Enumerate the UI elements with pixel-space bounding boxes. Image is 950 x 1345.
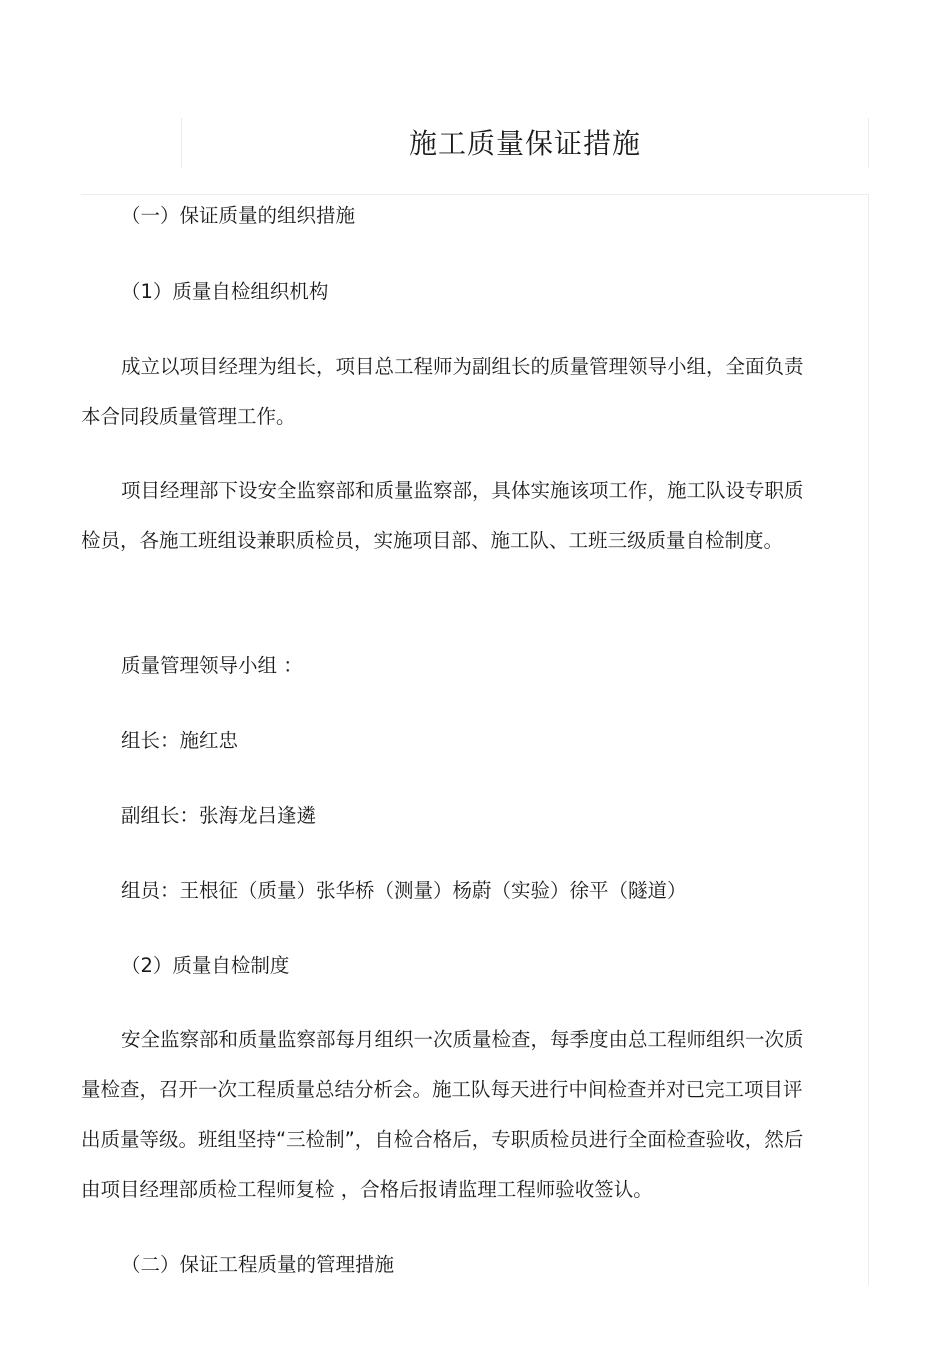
paragraph-inspection-procedure: 安全监察部和质量监察部每月组织一次质量检查，每季度由总工程师组织一次质量检查，召开一次工程质量总结分析会。施工队每天进行中间检查并对已完工项目评出质量等级。班组坚持“三检制”，自检合格后，专职质检员进行全面检查验收，然后由项目经理部质检工程师复检 ，合格后报请监理工程师验收签认。 [81, 1028, 804, 1201]
paragraph-department-setup: 项目经理部下设安全监察部和质量监察部，具体实施该项工作，施工队设专职质检员，各施工班组设兼职质检员，实施项目部、施工队、工班三级质量自检制度。 [81, 479, 804, 552]
paragraph-leadership-group: 成立以项目经理为组长，项目总工程师为副组长的质量管理领导小组，全面负责本合同段质量管理工作。 [81, 355, 804, 428]
paragraph-deputy-leader: 副组长：张海龙吕逢遴 [121, 804, 317, 827]
subheading-self-inspection-system: （2）质量自检制度 [121, 954, 290, 977]
section-heading-management: （二）保证工程质量的管理措施 [121, 1253, 395, 1276]
paragraph-group-leader: 组长：施红忠 [121, 729, 239, 752]
paragraph-group-members: 组员：王根征（质量）张华桥（测量）杨蔚（实验）徐平（隧道） [121, 879, 687, 902]
paragraph-leadership-label: 质量管理领导小组 ： [121, 654, 303, 677]
subheading-self-inspection-organization: （1）质量自检组织机构 [121, 280, 329, 303]
document-title: 施工质量保证措施 [408, 127, 641, 160]
section-heading-organization: （一）保证质量的组织措施 [121, 204, 356, 227]
frame-right-border [868, 195, 869, 1285]
